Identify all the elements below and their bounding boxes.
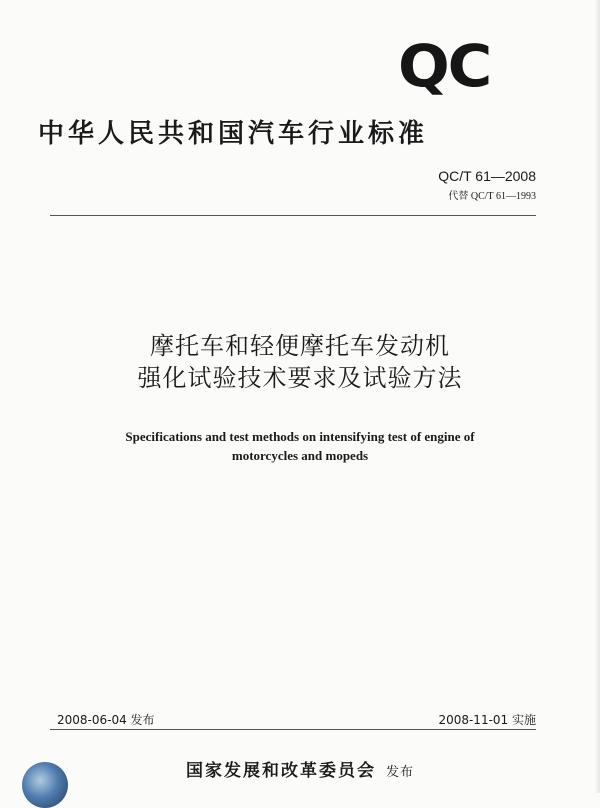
replaces-standard: 代替 QC/T 61—1993 xyxy=(448,191,536,202)
standard-number: QC/T 61—2008 xyxy=(438,168,536,184)
english-title-line-2: motorcycles and mopeds xyxy=(231,448,369,463)
chinese-title-line-2: 强化试验技术要求及试验方法 xyxy=(137,364,463,392)
qc-logo: QC xyxy=(398,32,491,100)
chinese-title xyxy=(0,330,600,394)
chinese-title-line-1: 摩托车和轻便摩托车发动机 xyxy=(150,332,450,360)
issuer-suffix: 发布 xyxy=(385,765,414,780)
standard-category-title: 中华人民共和国汽车行业标准 xyxy=(38,119,429,149)
page-edge-shadow xyxy=(594,0,600,793)
issuer-name: 国家发展和改革委员会 xyxy=(185,761,376,781)
english-title xyxy=(0,427,600,465)
header-divider xyxy=(50,215,536,216)
issue-date: 2008-06-04 发布 xyxy=(57,713,155,727)
english-title-line-1: Specifications and test methods on intensifying test of engine of xyxy=(125,429,475,444)
implementation-date: 2008-11-01 实施 xyxy=(438,713,536,727)
footer-divider xyxy=(50,729,536,730)
issuing-authority xyxy=(0,756,600,781)
